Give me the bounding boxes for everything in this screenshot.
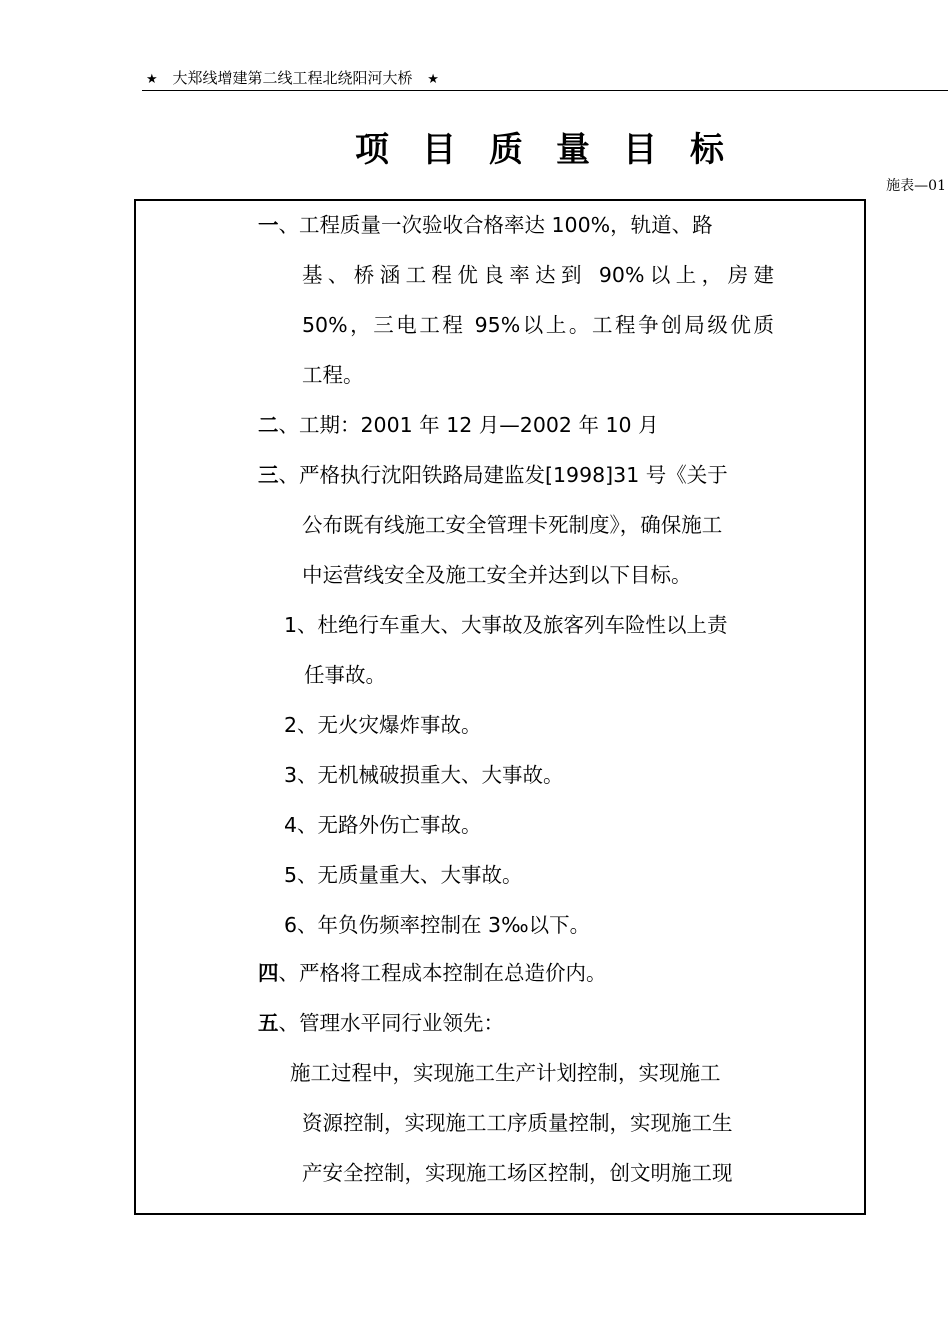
section-1-text: 、工程质量一次验收合格率达 100%，轨道、路 (278, 213, 713, 237)
section-2-text: 、工期：2001 年 12 月—2002 年 10 月 (278, 413, 659, 437)
section-3-line-2: 公布既有线施工安全管理卡死制度》，确保施工 (302, 513, 723, 537)
form-number: 施表—01 (886, 178, 946, 194)
section-3-text: 、严格执行沈阳铁路局建监发[1998]31 号《关于 (278, 463, 728, 487)
page-header (142, 66, 948, 91)
section-4-number: 四 (258, 961, 279, 985)
section-1-line-2: 基、桥涵工程优良率达到 90%以上，房建 (302, 263, 774, 287)
page-title: 项目质量目标 (355, 130, 757, 170)
star-right-icon: ★ (427, 72, 439, 87)
section-3-line-1 (258, 450, 728, 500)
section-3-line-3: 中运营线安全及施工安全并达到以下目标。 (302, 563, 692, 587)
header-project-name: 大郑线增建第二线工程北绕阳河大桥 (172, 69, 413, 87)
section-3-number: 三 (258, 463, 279, 487)
section-5-para-line-3: 产安全控制，实现施工场区控制，创文明施工现 (302, 1161, 733, 1185)
section-4-line (258, 948, 607, 998)
star-left-icon: ★ (146, 72, 158, 87)
section-5-para-line-2: 资源控制，实现施工工序质量控制，实现施工生 (302, 1111, 733, 1135)
section-5-number: 五 (258, 1011, 279, 1035)
list-item-3: 3、无机械破损重大、大事故。 (284, 763, 564, 787)
section-4-text: 、严格将工程成本控制在总造价内。 (278, 961, 607, 985)
section-1-line-1 (258, 200, 774, 250)
section-5-line (258, 998, 504, 1048)
list-item-6: 6、年负伤频率控制在 3‰以下。 (284, 913, 591, 937)
section-1-line-3: 50%，三电工程 95%以上。工程争创局级优质 (302, 313, 774, 337)
section-2-number: 二 (258, 413, 279, 437)
section-1-number: 一 (258, 213, 279, 237)
list-item-1-cont: 任事故。 (304, 663, 386, 687)
section-2-line (258, 400, 659, 450)
section-1-line-4: 工程。 (302, 363, 364, 387)
list-item-4: 4、无路外伤亡事故。 (284, 813, 482, 837)
section-5-para-line-1: 施工过程中，实现施工生产计划控制，实现施工 (290, 1061, 721, 1085)
list-item-5: 5、无质量重大、大事故。 (284, 863, 523, 887)
list-item-1: 1、杜绝行车重大、大事故及旅客列车险性以上责 (284, 613, 728, 637)
section-5-text: 、管理水平同行业领先： (278, 1011, 504, 1035)
list-item-2: 2、无火灾爆炸事故。 (284, 713, 482, 737)
